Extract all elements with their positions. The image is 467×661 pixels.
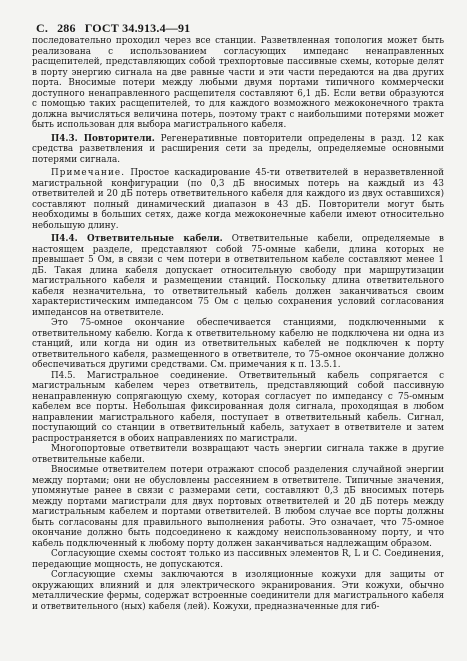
paragraph: последовательно проходил через все станции. Разветвленная топология может быть реализована с использованием согласующих импеданс ненаправленных расщепителей, представляющих собой трехпортовые пассивные схемы, которые делят в порту энергию сигнала на две равные части и эти части передаются на два других порта. Вносимые потери между любыми двумя портами типичного коммерчески доступного ненаправленного расщепителя составляют 6,1 дБ. Если ветви образуются с помощью таких расщепителей, то для каждого возможного межоконечного тракта должна вычисляться величина потерь, поэтому тракт с наибольшими потерями может быть использован для выбора магистрального кабеля. xyxy=(32,36,444,130)
paragraph: Согласующие схемы заключаются в изоляционные кожухи для защиты от окружающих влияний и для электрического экранирования. Эти кожухи, обычно металлические фермы, содержат встроенные соединители для магистрального кабеля и ответвительного (ных) кабеля (лей). Кожухи, предназначенные для гиб- xyxy=(32,570,444,612)
page-header xyxy=(36,21,199,36)
body-text xyxy=(32,36,444,612)
paragraph-repeaters: П4.3. Повторители. Регенеративные повторители определены в разд. 12 как средства разветвления и расширения сети за пределы, определяемые основными потерями сигнала. xyxy=(32,133,444,165)
paragraph: Вносимые ответвителем потери отражают способ разделения случайной энергии между портами; они не обусловлены рассеянием в ответвителе. Типичные значения, упомянутые ранее в связи с размерами сети, составляют 0,3 дБ вносимых потерь между портами магистрали для двух портовых ответвителей и 20 дБ потерь между магистральным кабелем и портами ответвителей. В любом случае все порты должны быть согласованы для правильного выполнения работы. Это означает, что 75-омное окончание должно быть подсоединено к каждому неиспользованному порту, и что кабель подключенный к любому порту должен заканчиваться надлежащим образом. xyxy=(32,465,444,549)
paragraph-note: Примечание. Простое каскадирование 45-ти ответвителей в неразветвленной магистральной конфигурации (по 0,3 дБ вносимых потерь на каждый из 43 ответвителей и 20 дБ потерь ответвительного кабеля для каждого из двух оставшихся) составляют полный динамический диапазон в 43 дБ. Повторители могут быть необходимы в больших сетях, даже когда межоконечные кабели имеют относительно небольшую длину. xyxy=(32,168,444,231)
paragraph: Согласующие схемы состоят только из пассивных элементов R, L и C. Соединения, передающие мощность, не допускаются. xyxy=(32,549,444,570)
section-heading: П4.4. Ответвительные кабели. xyxy=(51,234,223,244)
paragraph: Это 75-омное окончание обеспечивается станциями, подключенными к ответвительному кабелю. Когда к ответвительному кабелю не подключена ни одна из станций, или когда ни один из ответвительных кабелей не подключен к порту ответвительного кабеля, размещенного в ответвителе, то 75-омное окончание должно обеспечиваться другими средствами. См. примечания к п. 13.5.1. xyxy=(32,318,444,370)
paragraph-trunk-coupling: П4.5. Магистральное соединение. Ответвительный кабель сопрягается с магистральным кабелем через ответвитель, представляющий собой пассивную ненаправленную сопрягающую схему, которая согласует по импедансу с 75-омным кабелем все порты. Небольшая фиксированная доля сигнала, проходящая в любом направлении магистрального кабеля, поступает в ответвительный кабель. Сигнал, поступающий со станции в ответвительный кабель, затухает в ответвителе и затем распространяется в обоих направлениях по магистрали. xyxy=(32,370,444,444)
paragraph-drop-cables: П4.4. Ответвительные кабели. Ответвительные кабели, определяемые в настоящем разделе, представляют собой 75-омные кабели, длина которых не превышает 5 Ом, в связи с чем потери в ответвительном кабеле составляют менее 1 дБ. Такая длина кабеля допускает относительную свободу при маршрутизации магистрального кабеля и размещении станций. Поскольку длина ответвительного кабеля незначительна, то ответвительный кабель должен заканчиваться своим характеристическим импедансом 75 Ом с целью сохранения условий согласования импедансов на ответвителе. xyxy=(32,234,444,318)
note-label: Примечание. xyxy=(51,168,126,178)
section-heading: П4.3. Повторители. xyxy=(51,133,155,144)
page-number: 286 xyxy=(57,21,76,35)
standard-code: ГОСТ 34.913.4—91 xyxy=(84,21,191,35)
paragraph: Многопортовые ответвители возвращают часть энергии сигнала также в другие ответвительные кабели. xyxy=(32,444,444,465)
section-symbol: С. xyxy=(36,21,49,35)
